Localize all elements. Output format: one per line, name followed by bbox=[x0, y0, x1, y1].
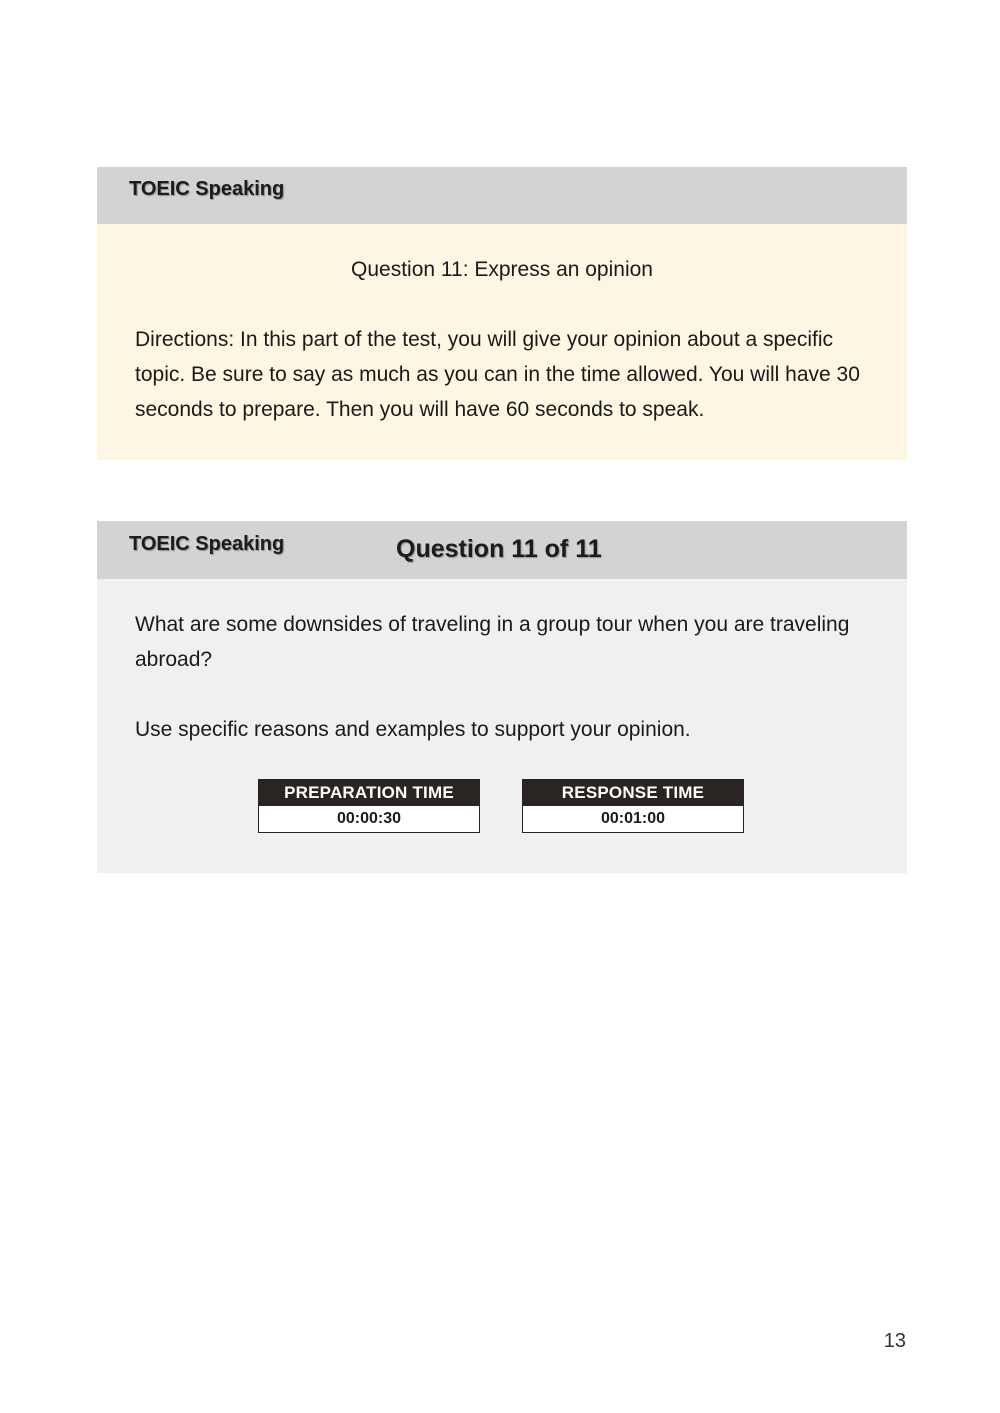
directions-text: Directions: In this part of the test, you will give your opinion about a specific topic. Be sure to say as much as you can in the time allowed. You will have 30 seconds to prepare. Then you will have 60 seconds to speak. bbox=[135, 328, 860, 421]
directions-panel-body bbox=[97, 224, 907, 460]
preparation-timer bbox=[258, 779, 480, 833]
directions-panel bbox=[97, 167, 907, 460]
question-text: What are some downsides of traveling in a group tour when you are traveling abroad? bbox=[135, 613, 850, 671]
response-timer bbox=[522, 779, 744, 833]
question-panel bbox=[97, 521, 907, 873]
page-number: 13 bbox=[883, 1330, 906, 1352]
preparation-timer-value: 00:00:30 bbox=[336, 810, 402, 827]
brand-label: TOEIC Speaking bbox=[129, 533, 285, 555]
question-panel-body bbox=[97, 579, 907, 873]
question-counter: Question 11 of 11 bbox=[396, 535, 602, 563]
response-timer-value: 00:01:00 bbox=[600, 810, 666, 827]
question-panel-header bbox=[97, 521, 907, 579]
preparation-timer-label: PREPARATION TIME bbox=[259, 780, 479, 806]
brand-label: TOEIC Speaking bbox=[129, 178, 285, 200]
response-timer-label: RESPONSE TIME bbox=[523, 780, 743, 806]
directions-panel-header bbox=[97, 167, 907, 224]
support-instruction: Use specific reasons and examples to support your opinion. bbox=[135, 718, 691, 741]
directions-title: Question 11: Express an opinion bbox=[351, 258, 653, 281]
